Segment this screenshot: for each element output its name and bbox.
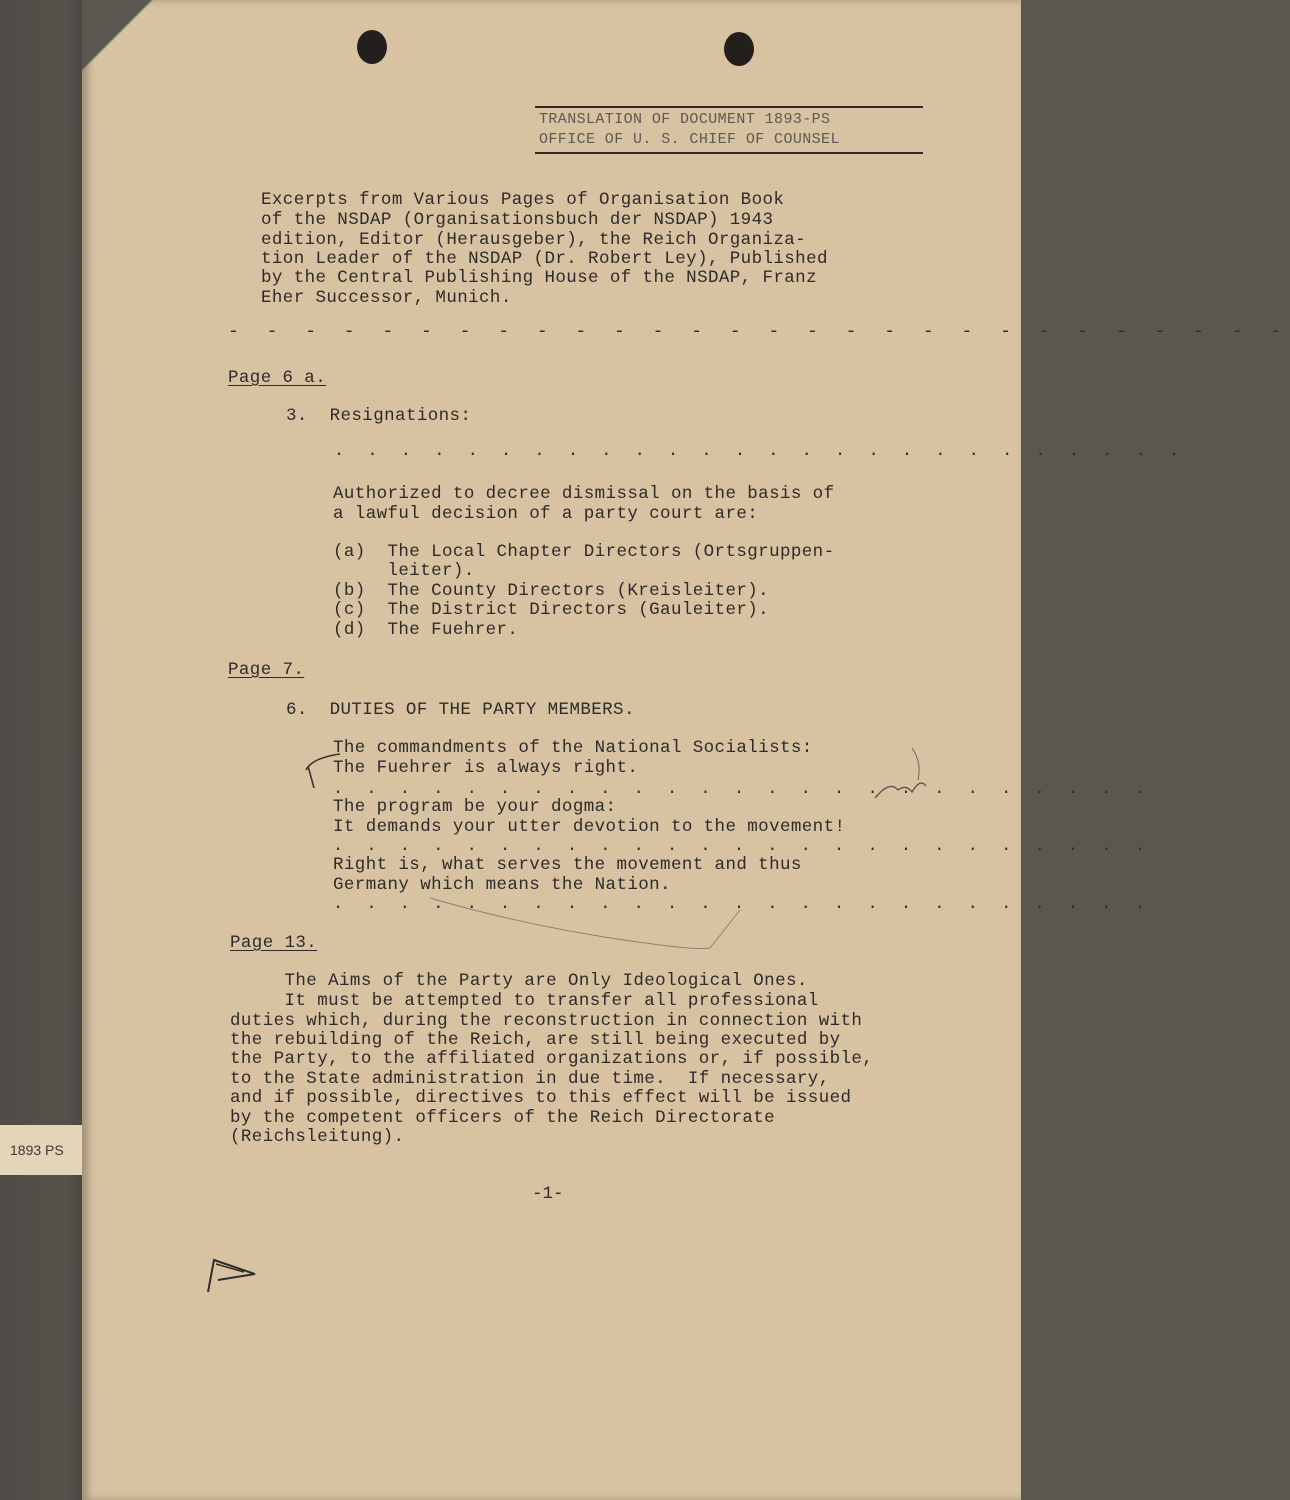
page-number: -1-: [532, 1184, 564, 1204]
list-item: (b) The County Directors (Kreisleiter).: [333, 581, 770, 601]
list-item: (d) The Fuehrer.: [333, 620, 519, 640]
program-line: It demands your utter devotion to the movement!: [333, 817, 846, 837]
duties-item: 6. DUTIES OF THE PARTY MEMBERS.: [286, 700, 635, 720]
aims-line: and if possible, directives to this effect will be issued: [230, 1088, 852, 1108]
pencil-checkmark: [306, 754, 340, 770]
pencil-stroke: [430, 898, 710, 949]
aims-line: to the State administration in due time. If necessary,: [230, 1069, 830, 1089]
authorized-line: Authorized to decree dismissal on the basis of: [333, 484, 835, 504]
list-item: (c) The District Directors (Gauleiter).: [333, 600, 770, 620]
header-line-1: TRANSLATION OF DOCUMENT 1893-PS: [539, 111, 831, 128]
ellipsis-dots: . . . . . . . . . . . . . . . . . . . . . . . . .: [333, 780, 1152, 799]
aims-line: duties which, during the reconstruction in connection with: [230, 1011, 863, 1031]
punch-hole-left: [357, 30, 387, 64]
commandments-line: The Fuehrer is always right.: [333, 758, 639, 778]
aims-line: The Aims of the Party are Only Ideological Ones.: [230, 971, 808, 991]
pencil-annotations: [300, 740, 940, 970]
authorized-line: a lawful decision of a party court are:: [333, 504, 759, 524]
pencil-flag-mark: [200, 1250, 270, 1300]
ellipsis-dots: . . . . . . . . . . . . . . . . . . . . . . . . . .: [334, 442, 1186, 461]
intro-line: Eher Successor, Munich.: [261, 288, 512, 308]
binder-edge: [0, 0, 92, 1500]
pencil-scribble: [875, 783, 926, 798]
aims-line: the Party, to the affiliated organizations or, if possible,: [230, 1049, 874, 1069]
document-stamp: 1893 PS: [0, 1125, 82, 1175]
intro-line: of the NSDAP (Organisationsbuch der NSDAP) 1943: [261, 210, 774, 230]
commandments-line: The commandments of the National Socialists:: [333, 738, 813, 758]
aims-line: (Reichsleitung).: [230, 1127, 405, 1147]
aims-line: It must be attempted to transfer all professional: [230, 991, 819, 1011]
torn-corner: [82, 0, 162, 100]
punch-hole-right: [724, 32, 754, 66]
aims-line: by the competent officers of the Reich Directorate: [230, 1108, 776, 1128]
dashed-separator: - - - - - - - - - - - - - - - - - - - - - - - - - - - -: [228, 322, 1290, 342]
page-7-heading: Page 7.: [228, 660, 305, 680]
translation-header: [535, 106, 923, 154]
program-line: The program be your dogma:: [333, 797, 617, 817]
intro-line: tion Leader of the NSDAP (Dr. Robert Ley), Published: [261, 249, 828, 269]
ellipsis-dots: . . . . . . . . . . . . . . . . . . . . . . . . .: [333, 895, 1152, 914]
page-6a-heading: Page 6 a.: [228, 368, 327, 388]
right-is-line: Right is, what serves the movement and thus: [333, 855, 802, 875]
intro-line: by the Central Publishing House of the NSDAP, Franz: [261, 268, 817, 288]
list-item: leiter).: [333, 561, 475, 581]
aims-line: the rebuilding of the Reich, are still being executed by: [230, 1030, 841, 1050]
page-13-heading: Page 13.: [230, 933, 318, 953]
list-item: (a) The Local Chapter Directors (Ortsgruppen-: [333, 542, 835, 562]
intro-line: edition, Editor (Herausgeber), the Reich Organiza-: [261, 230, 807, 250]
right-is-line: Germany which means the Nation.: [333, 875, 671, 895]
header-line-2: OFFICE OF U. S. CHIEF OF COUNSEL: [539, 131, 840, 148]
intro-line: Excerpts from Various Pages of Organisation Book: [261, 190, 785, 210]
ellipsis-dots: . . . . . . . . . . . . . . . . . . . . . . . . .: [333, 837, 1152, 856]
resignations-item: 3. Resignations:: [286, 406, 472, 426]
